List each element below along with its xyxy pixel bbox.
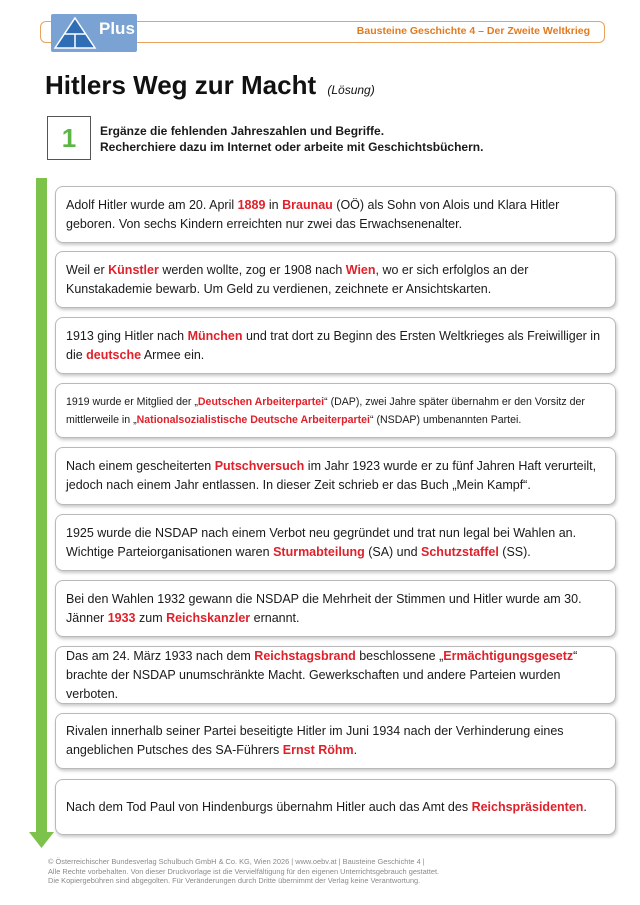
text-card [55,317,616,374]
answer-highlight: Reichskanzler [166,610,251,625]
footer-line-2: Alle Rechte vorbehalten. Von dieser Druckvorlage ist die Vervielfältigung für den eigenen Unterrichtsgebrauch gestattet. [48,866,440,876]
answer-highlight: Schutzstaffel [421,544,499,559]
card-text [66,722,605,760]
answer-highlight: 1889 [237,197,266,212]
logo-text: Plus [99,19,135,38]
card-text-segment: Bei den Wahlen 1932 gewann die NSDAP die Mehrheit der Stimmen und Hitler wurde am 30. Jänner [66,591,582,625]
task-number: 1 [47,116,91,160]
footer [48,857,439,886]
text-card [55,646,616,704]
publisher-logo [51,14,137,52]
card-text-segment: . [353,743,358,757]
card-text-segment: . [583,799,587,814]
answer-highlight: Sturmabteilung [273,544,365,559]
card-text [66,524,605,562]
card-text-segment: , wo er sich erfolglos an der Kunstakademie bewarb. Um Geld zu verdienen, zeichnete er Ansichtskarten. [66,262,529,296]
task-line-2: Recherchiere dazu im Internet oder arbeite mit Geschichtsbüchern. [100,140,484,154]
title-sub: (Lösung) [327,83,375,97]
card-text-segment: ernannt. [250,610,300,625]
text-card [55,514,616,571]
task-instructions [100,123,483,155]
text-card [55,713,616,769]
timeline-arrow [36,178,47,833]
card-text-segment: und trat dort zu Beginn des Ersten Weltkrieges als Freiwilliger in die [66,328,601,362]
card-text [66,798,587,817]
card-text [66,327,605,365]
card-text [66,647,605,704]
card-text-segment: “ (NSDAP) umbenannten Partei. [369,413,522,426]
card-text [66,457,605,495]
footer-line-3: Die Kopiergebühren sind abgegolten. Für Veränderungen durch Dritte übernimmt der Verlag keine Verantwortung. [48,876,421,885]
footer-line-1: © Österreichischer Bundesverlag Schulbuch GmbH & Co. KG, Wien 2026 | www.oebv.at | Bausteine Geschichte 4 | [48,857,425,866]
card-text-segment: Das am 24. März 1933 nach dem [66,648,255,663]
card-text [66,196,605,234]
title-main: Hitlers Weg zur Macht [45,70,317,100]
card-text [66,261,605,299]
card-text-segment: (SA) und [364,544,422,559]
answer-highlight: Ermächtigungsgesetz [443,648,574,663]
answer-highlight: Reichstagsbrand [254,648,356,663]
card-text-segment: 1925 wurde die NSDAP nach einem Verbot neu gegründet und trat nun legal bei Wahlen an. Wichtige Parteiorganisationen waren [66,525,577,559]
task-line-1: Ergänze die fehlenden Jahreszahlen und Begriffe. [100,124,385,138]
text-card [55,186,616,243]
answer-highlight: Wien [345,262,376,277]
card-text-segment: beschlossene „ [355,648,444,663]
answer-highlight: Braunau [282,197,333,212]
text-card [55,383,616,438]
card-text-segment: 1919 wurde er Mitglied der „ [66,395,198,408]
text-card [55,447,616,505]
card-text [66,590,605,628]
card-text-segment: (SS). [498,544,531,559]
answer-highlight: Nationalsozialistische Deutsche Arbeiterpartei [136,413,370,426]
card-text-segment: im Jahr 1923 wurde er zu fünf Jahren Haft verurteilt, jedoch nach einem Jahr entlassen. In dieser Zeit schrieb er das Buch „Mein Kampf“. [66,459,597,492]
text-card [55,779,616,835]
card-text-segment: zum [135,610,167,625]
answer-highlight: München [187,328,243,343]
arrow-down-icon [29,832,54,848]
triangle-logo-icon [53,16,97,50]
answer-highlight: Putschversuch [214,459,305,473]
card-text [66,393,605,429]
answer-highlight: Reichspräsidenten [471,799,584,814]
card-text-segment: 1913 ging Hitler nach [66,328,188,343]
card-text-segment: Adolf Hitler wurde am 20. April [66,197,238,212]
card-text-segment: Rivalen innerhalb seiner Partei beseitigte Hitler im Juni 1934 nach der Verhinderung eines angeblichen Putsches des SA-Führers [66,724,564,757]
answer-highlight: Künstler [108,262,159,277]
answer-highlight: Deutschen Arbeiterpartei [197,395,325,408]
card-text-segment: (OÖ) als Sohn von Alois und Klara Hitler geboren. Von sechs Kindern erreichten nur zwei das Erwachsenenalter. [66,197,560,231]
card-text-segment: “ brachte der NSDAP unumschränkte Macht. Gewerkschaften und andere Parteien wurden verboten. [66,648,578,701]
card-text-segment: in [265,197,283,212]
answer-highlight: deutsche [86,347,142,362]
card-text-segment: “ (DAP), zwei Jahre später übernahm er den Vorsitz der mittlerweile in „ [66,395,585,426]
answer-highlight: 1933 [107,610,136,625]
card-text-segment: Nach dem Tod Paul von Hindenburgs übernahm Hitler auch das Amt des [66,799,472,814]
card-text-segment: Weil er [66,262,109,277]
answer-highlight: Ernst Röhm [282,743,354,757]
text-card [55,251,616,308]
card-text-segment: Armee ein. [141,347,205,362]
card-text-segment: Nach einem gescheiterten [66,459,215,473]
text-card [55,580,616,637]
series-title: Bausteine Geschichte 4 – Der Zweite Weltkrieg [356,25,590,37]
page-title [45,70,375,101]
card-text-segment: werden wollte, zog er 1908 nach [158,262,346,277]
